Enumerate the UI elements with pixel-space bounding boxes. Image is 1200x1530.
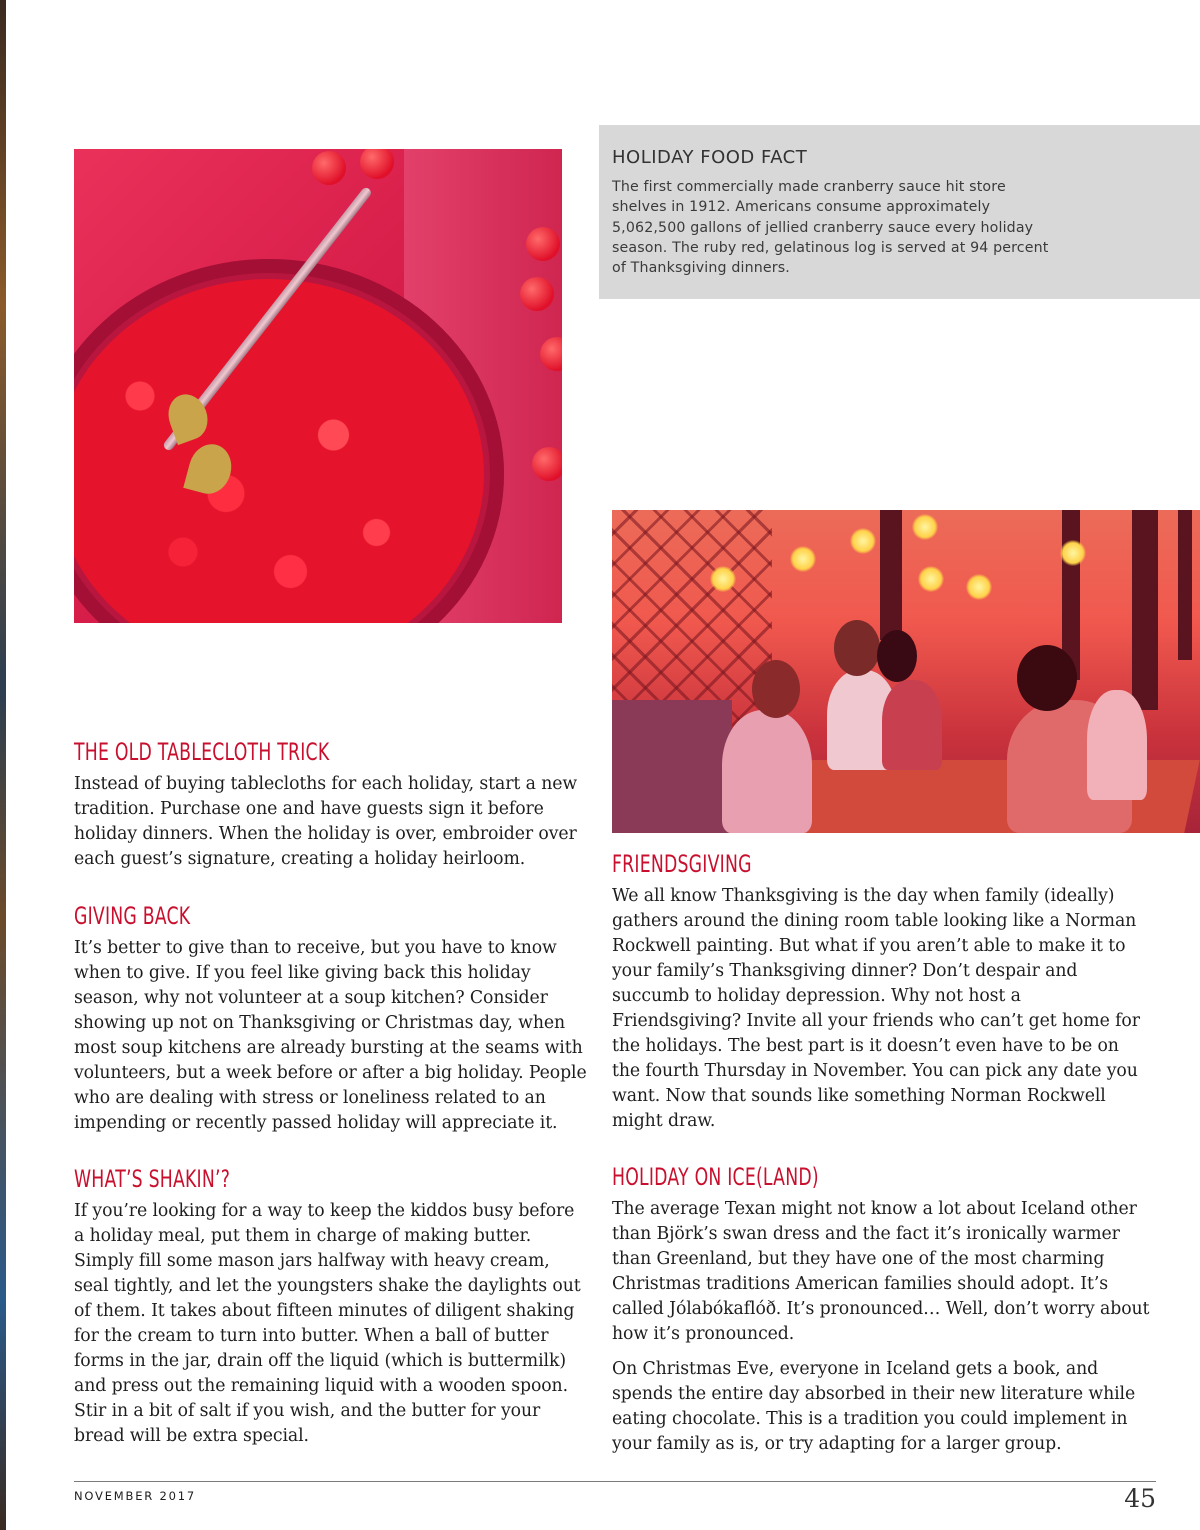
cranberry — [312, 151, 346, 185]
guest-head — [834, 620, 880, 676]
cranberry — [520, 277, 554, 311]
guest-head — [752, 660, 800, 718]
fact-box-title: HOLIDAY FOOD FACT — [612, 147, 808, 168]
article-heading: THE OLD TABLECLOTH TRICK — [74, 738, 330, 766]
guest — [1087, 690, 1147, 800]
holiday-food-fact-box — [599, 125, 1200, 299]
string-light — [966, 574, 992, 600]
string-light — [790, 546, 816, 572]
issue-date: NOVEMBER 2017 — [74, 1489, 196, 1503]
cranberry — [532, 447, 562, 481]
article-body: Instead of buying tablecloths for each holiday, start a new tradition. Purchase one and have guests sign it before holiday dinners. When the holiday is over, embroider over each guest’s signature, creating a holiday heirloom. — [74, 774, 578, 869]
article-heading: GIVING BACK — [74, 902, 191, 930]
cranberry — [360, 149, 394, 179]
article-giving-back — [74, 902, 589, 1136]
guest-head — [1017, 645, 1077, 711]
fact-box-body: The first commercially made cranberry sauce hit store shelves in 1912. Americans consume approximately 5,062,500 gallons of jellied cranberry sauce every holiday season. The ruby red, gelatinous log is served at 94 percent of Thanksgiving dinners. — [612, 179, 1049, 277]
string-light — [850, 528, 876, 554]
tree-trunk — [1132, 510, 1158, 710]
article-heading: HOLIDAY ON ICE(LAND) — [612, 1163, 819, 1191]
spine-edge — [0, 0, 6, 1530]
article-tablecloth — [74, 738, 589, 872]
article-holiday-on-iceland — [612, 1163, 1152, 1457]
article-friendsgiving — [612, 850, 1152, 1134]
article-body: We all know Thanksgiving is the day when family (ideally) gathers around the dining room table looking like a Norman Rockwell painting. But what if you aren’t able to make it to your family’s Thanksgiving dinner? Don’t despair and succumb to holiday depression. Why not host a Friendsgiving? Invite all your friends who can’t get home for the holidays. The best part is it doesn’t even have to be on the fourth Thursday in November. You can pick any date you want. Now that sounds like something Norman Rockwell might draw. — [612, 886, 1140, 1131]
article-body: On Christmas Eve, everyone in Iceland gets a book, and spends the entire day absorbed in their new literature while eating chocolate. This is a tradition you could implement in your family as is, or try adapting for a larger group. — [612, 1359, 1136, 1454]
cranberry-sauce-photo — [74, 149, 562, 623]
page-number: 45 — [1124, 1484, 1156, 1513]
guest — [722, 710, 812, 833]
string-light — [912, 514, 938, 540]
cranberry — [526, 227, 560, 261]
tree-trunk — [880, 510, 902, 640]
friendsgiving-dinner-photo — [612, 510, 1200, 833]
footer-divider — [74, 1481, 1156, 1482]
string-light — [1060, 540, 1086, 566]
article-whats-shakin — [74, 1165, 589, 1449]
article-body: It’s better to give than to receive, but you have to know when to give. If you feel like giving back this holiday season, why not volunteer at a soup kitchen? Consider showing up not on Thanksgiving or Christmas day, when most soup kitchens are already bursting at the seams with volunteers, but a week before or after a big holiday. People who are dealing with stress or loneliness related to an impending or recently passed holiday will appreciate it. — [74, 938, 587, 1133]
guest-head — [877, 630, 917, 682]
article-body: If you’re looking for a way to keep the kiddos busy before a holiday meal, put them in charge of making butter. Simply fill some mason jars halfway with heavy cream, seal tightly, and let the youngsters shake the daylights out of them. It takes about fifteen minutes of diligent shaking for the cream to turn into butter. When a ball of butter forms in the jar, drain off the liquid (which is buttermilk) and press out the remaining liquid with a wooden spoon. Stir in a bit of salt if you wish, and the butter for your bread will be extra special. — [74, 1201, 581, 1446]
guest — [882, 680, 942, 770]
string-light — [710, 566, 736, 592]
string-light — [918, 566, 944, 592]
article-body: The average Texan might not know a lot about Iceland other than Björk’s swan dress and the fact it’s ironically warmer than Greenland, but they have one of the most charming Christmas traditions American families should adopt. It’s called Jólabókaflóð. It’s pronounced… Well, don’t worry about how it’s pronounced. — [612, 1199, 1150, 1344]
article-heading: FRIENDSGIVING — [612, 850, 752, 878]
stone-wall — [612, 700, 732, 833]
article-heading: WHAT’S SHAKIN’? — [74, 1165, 231, 1193]
tree-trunk — [1178, 510, 1192, 660]
